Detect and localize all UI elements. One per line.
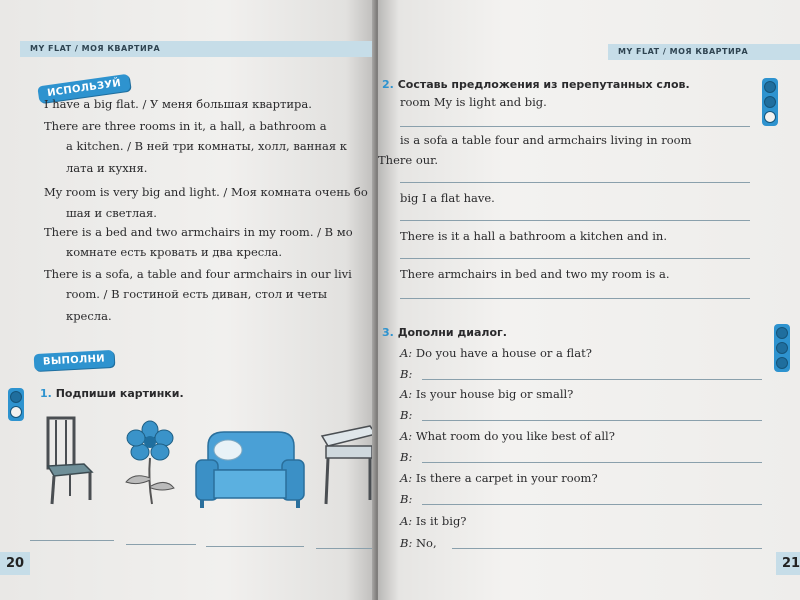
chair-picture [40, 416, 100, 506]
dialog-line [400, 533, 437, 553]
vocab-line: My room is very big and light. / Моя комната очень бо [44, 185, 368, 199]
answer-line[interactable] [422, 504, 762, 505]
dialog-line [400, 426, 615, 446]
answer-line[interactable] [316, 548, 376, 549]
vocab-line: кресла. [66, 309, 112, 323]
vocab-line: There is a sofa, a table and four armchairs in our livi [44, 267, 352, 281]
exercise3-title [382, 326, 507, 339]
speaker-label: B: [400, 536, 413, 550]
scrambled-sentence: There armchairs in bed and two my room is a. [400, 267, 670, 281]
exercise3-text: Дополни диалог. [397, 326, 507, 339]
answer-line[interactable] [422, 379, 762, 380]
exercise2-title [382, 78, 690, 91]
scrambled-sentence: There our. [378, 153, 439, 167]
vocab-line: комнате есть кровать и два кресла. [66, 245, 283, 259]
answer-line[interactable] [422, 462, 762, 463]
table-picture [318, 424, 376, 508]
exercise2-number: 2. [382, 78, 394, 91]
dialog-text: No, [415, 536, 437, 550]
answer-line[interactable] [206, 546, 304, 547]
dialog-text: What room do you like best of all? [415, 429, 615, 443]
dialog-line [400, 489, 412, 509]
page-number: 21 [776, 552, 800, 575]
do-tag: ВЫПОЛНИ [34, 350, 115, 371]
speaker-label: A: [400, 387, 413, 401]
dialog-text: Is your house big or small? [415, 387, 574, 401]
answer-line[interactable] [30, 540, 114, 541]
answer-line[interactable] [400, 298, 750, 299]
speaker-label: B: [400, 367, 413, 381]
dialog-line [400, 343, 592, 363]
answer-line[interactable] [400, 258, 750, 259]
right-page-header: MY FLAT / МОЯ КВАРТИРА [608, 44, 800, 60]
speaker-label: B: [400, 408, 413, 422]
vocab-line: There is a bed and two armchairs in my room. / В мо [44, 225, 353, 239]
vocab-line: There are three rooms in it, a hall, a bathroom a [44, 119, 327, 133]
dialog-line [400, 384, 573, 404]
sofa-picture [194, 426, 306, 510]
exercise1-text: Подпиши картинки. [55, 387, 184, 400]
speaker-label: A: [400, 429, 413, 443]
dialog-line [400, 511, 466, 531]
speaker-label: B: [400, 492, 413, 506]
answer-line[interactable] [400, 182, 750, 183]
left-page-header: MY FLAT / МОЯ КВАРТИРА [20, 41, 376, 57]
vocab-line: I have a big flat. / У меня большая квартира. [44, 97, 312, 111]
answer-line[interactable] [422, 420, 762, 421]
scrambled-sentence: big I a flat have. [400, 191, 495, 205]
speaker-label: A: [400, 514, 413, 528]
dialog-line [400, 364, 412, 384]
difficulty-dots-icon [774, 324, 790, 372]
flower-picture [120, 420, 180, 506]
use-tag: ИСПОЛЬЗУЙ [37, 74, 131, 104]
dialog-line [400, 405, 412, 425]
page-number: 20 [0, 552, 30, 575]
dialog-text: Is it big? [415, 514, 467, 528]
left-page [0, 0, 376, 600]
exercise3-number: 3. [382, 326, 394, 339]
dialog-text: Do you have a house or a flat? [415, 346, 592, 360]
dialog-line [400, 468, 598, 488]
speaker-label: A: [400, 346, 413, 360]
vocab-line: шая и светлая. [66, 206, 157, 220]
exercise1-number: 1. [40, 387, 52, 400]
dialog-text: Is there a carpet in your room? [415, 471, 598, 485]
answer-line[interactable] [400, 126, 750, 127]
vocab-line: лата и кухня. [66, 161, 148, 175]
answer-line[interactable] [452, 548, 762, 549]
scrambled-sentence: is a sofa a table four and armchairs living in room [400, 133, 692, 147]
vocab-line: a kitchen. / В ней три комнаты, холл, ванная к [66, 139, 347, 153]
speaker-label: B: [400, 450, 413, 464]
difficulty-dots-icon [762, 78, 778, 126]
answer-line[interactable] [126, 544, 196, 545]
vocab-line: room. / В гостиной есть диван, стол и четы [66, 287, 328, 301]
speaker-label: A: [400, 471, 413, 485]
right-page [378, 0, 800, 600]
exercise2-text: Составь предложения из перепутанных слов. [397, 78, 690, 91]
dialog-line [400, 447, 412, 467]
scrambled-sentence: room My is light and big. [400, 95, 547, 109]
scrambled-sentence: There is it a hall a bathroom a kitchen and in. [400, 229, 667, 243]
difficulty-dots-icon [8, 388, 24, 421]
answer-line[interactable] [400, 220, 750, 221]
exercise1-title [40, 387, 184, 400]
